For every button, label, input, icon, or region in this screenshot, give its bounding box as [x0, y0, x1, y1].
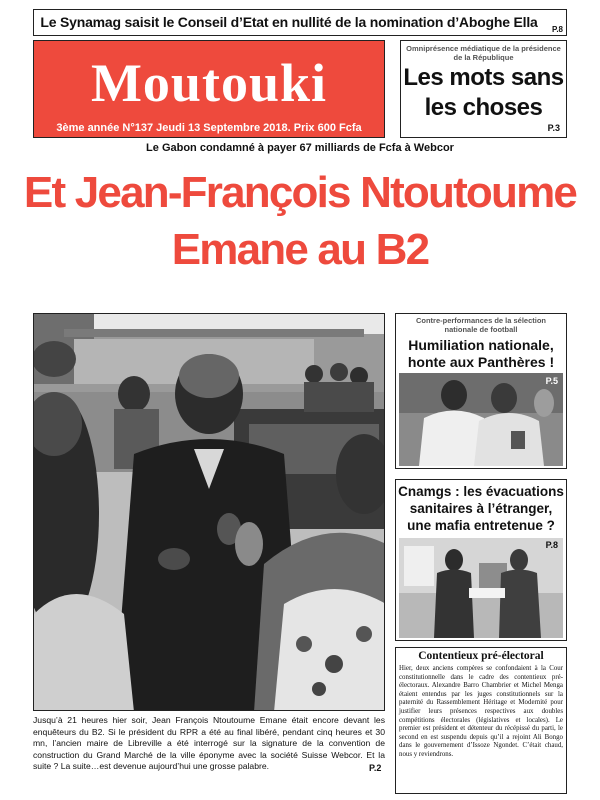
- teaser-cnamgs-page: P.8: [545, 540, 558, 550]
- teaser-cnamgs-headline: [396, 483, 566, 534]
- teaser-presidence-page: P.3: [547, 123, 560, 133]
- edition-line: 3ème année N°137 Jeudi 13 Septembre 2018. Prix 600 Fcfa: [56, 122, 362, 134]
- article-contentieux-headline: Contentieux pré-électoral: [418, 650, 544, 662]
- teaser-presidence-headline: [401, 63, 566, 123]
- main-kicker: Le Gabon condamné à payer 67 milliards de Fcfa à Webcor: [146, 142, 454, 154]
- article-contentieux: [395, 647, 567, 794]
- main-headline: [20, 164, 580, 278]
- top-banner-page: P.8: [552, 25, 563, 34]
- newspaper-logo: Moutouki: [90, 53, 328, 113]
- teaser-football-kicker: Contre-performances de la sélection nationale de football: [415, 316, 547, 334]
- main-headline-line1: Et Jean-François Ntoutoume: [23, 168, 577, 217]
- main-photo: [33, 313, 385, 711]
- main-story-page: P.2: [369, 763, 382, 773]
- teaser-cnamgs-headline-line1: Cnamgs : les évacuations: [398, 484, 564, 499]
- teaser-presidence-kicker: Omniprésence médiatique de la présidence de la République: [406, 44, 561, 62]
- cnamgs-photo: [399, 538, 563, 638]
- teaser-football: [395, 313, 567, 469]
- teaser-football-headline-line1: Humiliation nationale,: [408, 337, 554, 353]
- teaser-cnamgs-headline-line3: une mafia entretenue ?: [407, 518, 555, 533]
- teaser-presidence-headline-line1: Les mots sans: [403, 64, 564, 91]
- top-banner-headline: Le Synamag saisit le Conseil d’Etat en nullité de la nomination d’Aboghe Ella: [40, 14, 538, 30]
- teaser-football-headline: [396, 337, 566, 371]
- teaser-football-page: P.5: [545, 376, 558, 386]
- football-photo: [399, 373, 563, 466]
- top-banner: [33, 9, 567, 36]
- main-caption: Jusqu’à 21 heures hier soir, Jean François Ntoutoume Emane était encore devant les enquêteurs du B2. Si le président du RPR a été au final libéré, pendant cinq heures et 30 mn, l’ancien maire de Libreville a été interrogé sur la signature de la convention de construction du Grand Marché de la ville éponyme avec la société Suisse Webcor. Et la suite ? La suite…est devenue aujourd’hui une grosse palabre.: [33, 715, 385, 771]
- teaser-cnamgs-headline-line2: sanitaires à l’étranger,: [409, 501, 553, 516]
- masthead: [33, 40, 385, 138]
- teaser-presidence: [400, 40, 567, 138]
- main-headline-line2: Emane au B2: [171, 225, 429, 274]
- teaser-football-headline-line2: honte aux Panthères !: [407, 354, 555, 370]
- article-contentieux-body: Hier, deux anciens compères se confondaient à la Cour constitutionnelle dans le cadre des contentieux pré-électoraux. Alexandre Barro Chambrier et Michel Menga étaient entendus par les juges constitutionnels sur la paternité du Rassemblement Héritage et Modernité pour justifier leurs présences respectives aux doubles compétitions électorales (législatives et locales). Le premier est président et détenteur du récépissé du parti, le second en est suspendu depuis qu’il a rejoint Ali Bongo dans le gouvernement d’Issoze Ngondet. C’était chaud, nous y reviendrons.: [399, 665, 563, 758]
- teaser-presidence-headline-line2: les choses: [424, 94, 543, 121]
- teaser-cnamgs: [395, 479, 567, 641]
